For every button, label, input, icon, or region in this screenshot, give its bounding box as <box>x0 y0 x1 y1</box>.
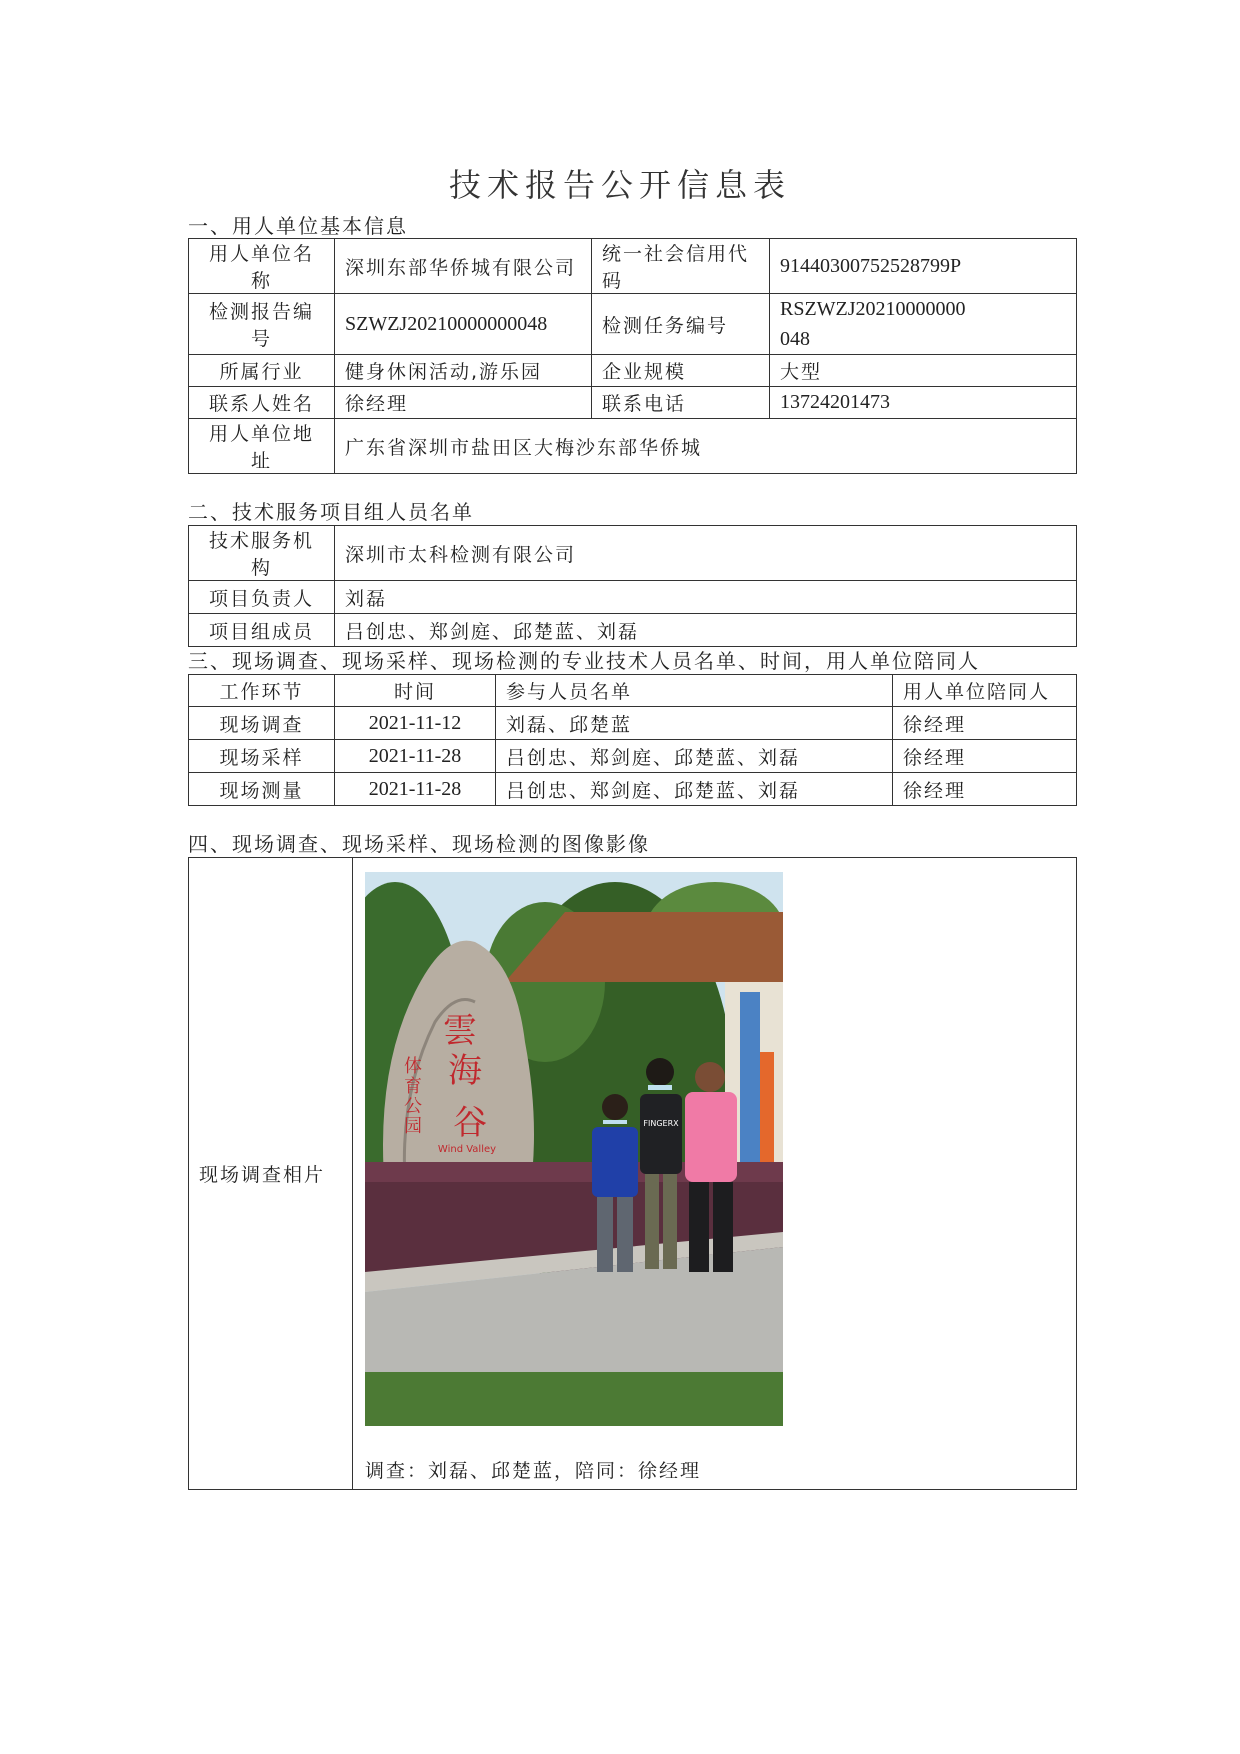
escort-cell: 徐经理 <box>893 773 1077 806</box>
table-row <box>189 740 1077 773</box>
service-org-label: 技术服务机构 <box>189 526 335 581</box>
contact-phone-value: 13724201473 <box>770 387 1077 419</box>
participants-cell: 吕创忠、郑剑庭、邱楚蓝、刘磊 <box>496 740 893 773</box>
task-number-line1: RSZWZJ20210000000 <box>780 298 966 320</box>
table-row <box>189 526 1077 581</box>
section4-heading: 四、现场调查、现场采样、现场检测的图像影像 <box>188 832 650 856</box>
table-row <box>189 419 1077 474</box>
shirt-print: FINGERX <box>643 1119 679 1128</box>
escort-cell: 徐经理 <box>893 707 1077 740</box>
section3-heading: 三、现场调查、现场采样、现场检测的专业技术人员名单、时间，用人单位陪同人 <box>188 649 980 673</box>
rock-sign-en: Wind Valley <box>437 1144 497 1155</box>
rock-sign-char: 育 <box>404 1076 422 1097</box>
section1-heading: 一、用人单位基本信息 <box>188 214 408 238</box>
rock-sign-char: 谷 <box>453 1103 487 1143</box>
participants-cell: 吕创忠、郑剑庭、邱楚蓝、刘磊 <box>496 773 893 806</box>
header-participants: 参与人员名单 <box>496 675 893 707</box>
team-members-label: 项目组成员 <box>189 614 335 647</box>
field-work-table <box>188 674 1077 806</box>
photo-table <box>188 857 1077 1490</box>
company-size-value: 大型 <box>770 355 1077 387</box>
contact-phone-label: 联系电话 <box>592 387 770 419</box>
project-team-table <box>188 525 1077 647</box>
time-cell: 2021-11-28 <box>335 773 496 806</box>
rock-sign-char: 雲 <box>443 1011 477 1051</box>
company-size-label: 企业规模 <box>592 355 770 387</box>
participants-cell: 刘磊、邱楚蓝 <box>496 707 893 740</box>
report-number-label: 检测报告编号 <box>189 294 335 355</box>
credit-code-value: 91440300752528799P <box>770 239 1077 294</box>
contact-name-label: 联系人姓名 <box>189 387 335 419</box>
table-row <box>189 294 1077 355</box>
time-cell: 2021-11-28 <box>335 740 496 773</box>
site-survey-photo <box>365 872 783 1426</box>
table-row <box>189 614 1077 647</box>
report-number-value: SZWZJ20210000000048 <box>335 294 592 355</box>
page-title: 技术报告公开信息表 <box>448 166 791 204</box>
section2-heading: 二、技术服务项目组人员名单 <box>188 500 474 524</box>
task-number-line2: 048 <box>780 328 810 350</box>
photo-cell <box>353 858 1077 1490</box>
project-leader-value: 刘磊 <box>335 581 1077 614</box>
table-row <box>189 581 1077 614</box>
rock-sign-char: 园 <box>404 1116 422 1137</box>
table-row <box>189 387 1077 419</box>
photo-caption: 调查：刘磊、邱楚蓝，陪同：徐经理 <box>365 1460 702 1482</box>
company-name-value: 深圳东部华侨城有限公司 <box>335 239 592 294</box>
stage-cell: 现场测量 <box>189 773 335 806</box>
stage-cell: 现场采样 <box>189 740 335 773</box>
company-name-label: 用人单位名称 <box>189 239 335 294</box>
rock-sign-char: 海 <box>448 1051 482 1091</box>
industry-value: 健身休闲活动,游乐园 <box>335 355 592 387</box>
table-row <box>189 773 1077 806</box>
photo-label: 现场调查相片 <box>189 858 353 1490</box>
rock-sign-char: 体 <box>404 1056 422 1077</box>
industry-label: 所属行业 <box>189 355 335 387</box>
escort-cell: 徐经理 <box>893 740 1077 773</box>
header-escort: 用人单位陪同人 <box>893 675 1077 707</box>
credit-code-label: 统一社会信用代码 <box>592 239 770 294</box>
team-members-value: 吕创忠、郑剑庭、邱楚蓝、刘磊 <box>335 614 1077 647</box>
service-org-value: 深圳市太科检测有限公司 <box>335 526 1077 581</box>
stage-cell: 现场调查 <box>189 707 335 740</box>
contact-name-value: 徐经理 <box>335 387 592 419</box>
table-row <box>189 675 1077 707</box>
task-number-value <box>770 294 1077 355</box>
header-stage: 工作环节 <box>189 675 335 707</box>
table-row <box>189 355 1077 387</box>
header-time: 时间 <box>335 675 496 707</box>
rock-sign-char: 公 <box>404 1096 422 1117</box>
basic-info-table <box>188 238 1077 474</box>
project-leader-label: 项目负责人 <box>189 581 335 614</box>
address-label: 用人单位地址 <box>189 419 335 474</box>
task-number-label: 检测任务编号 <box>592 294 770 355</box>
table-row <box>189 239 1077 294</box>
table-row <box>189 858 1077 1490</box>
table-row <box>189 707 1077 740</box>
address-value: 广东省深圳市盐田区大梅沙东部华侨城 <box>335 419 1077 474</box>
time-cell: 2021-11-12 <box>335 707 496 740</box>
